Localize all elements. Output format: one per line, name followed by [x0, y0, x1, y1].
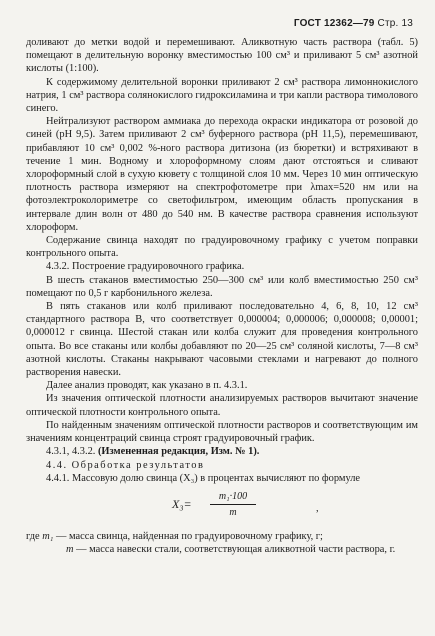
legend-m-text: — масса навески стали, соответствующая аликвотной части раствора, г. — [76, 544, 396, 556]
paragraph: К содержимому делительной воронки приливают 2 см³ раствора лимоннокислого натрия, 1 см³ раствора солянокислого гидроксиламина и три капли раствора тимолового синего. — [26, 76, 418, 115]
legend-m — [26, 543, 418, 556]
formula-numerator: m₁·100 — [210, 490, 256, 505]
formula-tail: , — [316, 502, 319, 514]
paragraph: По найденным значениям оптической плотности растворов и соответствующим им значениям концентраций свинца строят градуировочный график. — [26, 419, 418, 445]
formula-fraction — [210, 490, 256, 519]
page-body — [26, 36, 418, 556]
paragraph: Далее анализ проводят, как указано в п. 4.3.1. — [46, 380, 248, 392]
paragraph: доливают до метки водой и перемешивают. Аликвотную часть раствора (табл. 5) помещают в делительную воронку вместимостью 100 см³ и приливают 5 см³ азотной кислоты (1:100). — [26, 37, 418, 75]
amendment-text: (Измененная редакция, Изм. № 1). — [97, 446, 260, 458]
page-header — [294, 18, 413, 29]
legend-intro: где — [26, 530, 40, 542]
section-paragraph: 4.4.1. Массовую долю свинца (X₃) в процентах вычисляют по формуле — [46, 472, 361, 484]
paragraph: 4.3.2. Построение градуировочного графика. — [46, 261, 245, 273]
page-number: Стр. 13 — [377, 18, 413, 29]
paragraph: Из значения оптической плотности анализируемых растворов вычитают значение оптической плотности контрольного опыта. — [26, 393, 418, 418]
paragraph: В шесть стаканов вместимостью 250—300 см³ или колб вместимостью 250 см³ помещают по 0,5 г карбонильного железа. — [26, 274, 418, 299]
formula-lhs: X₃= — [172, 496, 192, 511]
amendment-note — [26, 445, 418, 458]
paragraph: Содержание свинца находят по градуировочному графику с учетом поправки контрольного опыта. — [26, 235, 418, 260]
legend-m-symbol: m — [66, 544, 74, 556]
legend-m1 — [26, 530, 418, 543]
paragraph: Нейтрализуют раствором аммиака до перехода окраски индикатора от розовой до синей (pH 9,5). Затем приливают 2 см³ буферного раствора (pH 11,5), перемешивают, прибавляют 10 см³ 0,002 %-ного раствора дитизона (из бюретки) и встряхивают в течение 1 мин. Водному и хлороформному слоям дают отстояться и сливают хлороформный слой в сухую кювету с толщиной слоя 10 мм. Через 10 мин оптическую плотность раствора измеряют на спектрофотометре при λmax=520 нм или на фотоэлектроколориметре со светофильтром, имеющим область пропускания в интервале длин волн от 480 до 540 нм. В качестве раствора сравнения используют хлороформ. — [26, 116, 418, 233]
legend-m1-symbol: m₁ — [42, 530, 54, 542]
paragraph: В пять стаканов или колб приливают последовательно 4, 6, 8, 10, 12 см³ стандартного раствора В, что соответствует 0,000004; 0,000006; 0,000008; 0,00001; 0,000012 г свинца. Шестой стакан или колба служит для проведения контрольного опыта. Во все стаканы или колбы добавляют по 20—25 см³ соляной кислоты, 7—8 см³ азотной кислоты. Стаканы накрывают часовыми стеклами и нагревают до полного растворения навески. — [26, 301, 418, 379]
formula-denominator: m — [229, 507, 237, 519]
standard-number: ГОСТ 12362—79 — [293, 18, 375, 29]
amendment-number: 4.3.1, 4.3.2. — [46, 446, 96, 458]
legend-m1-text: — масса свинца, найденная по градуировочному графику, г; — [56, 530, 323, 542]
formula — [26, 488, 418, 528]
section-title: 4.4. Обработка результатов — [46, 459, 205, 471]
